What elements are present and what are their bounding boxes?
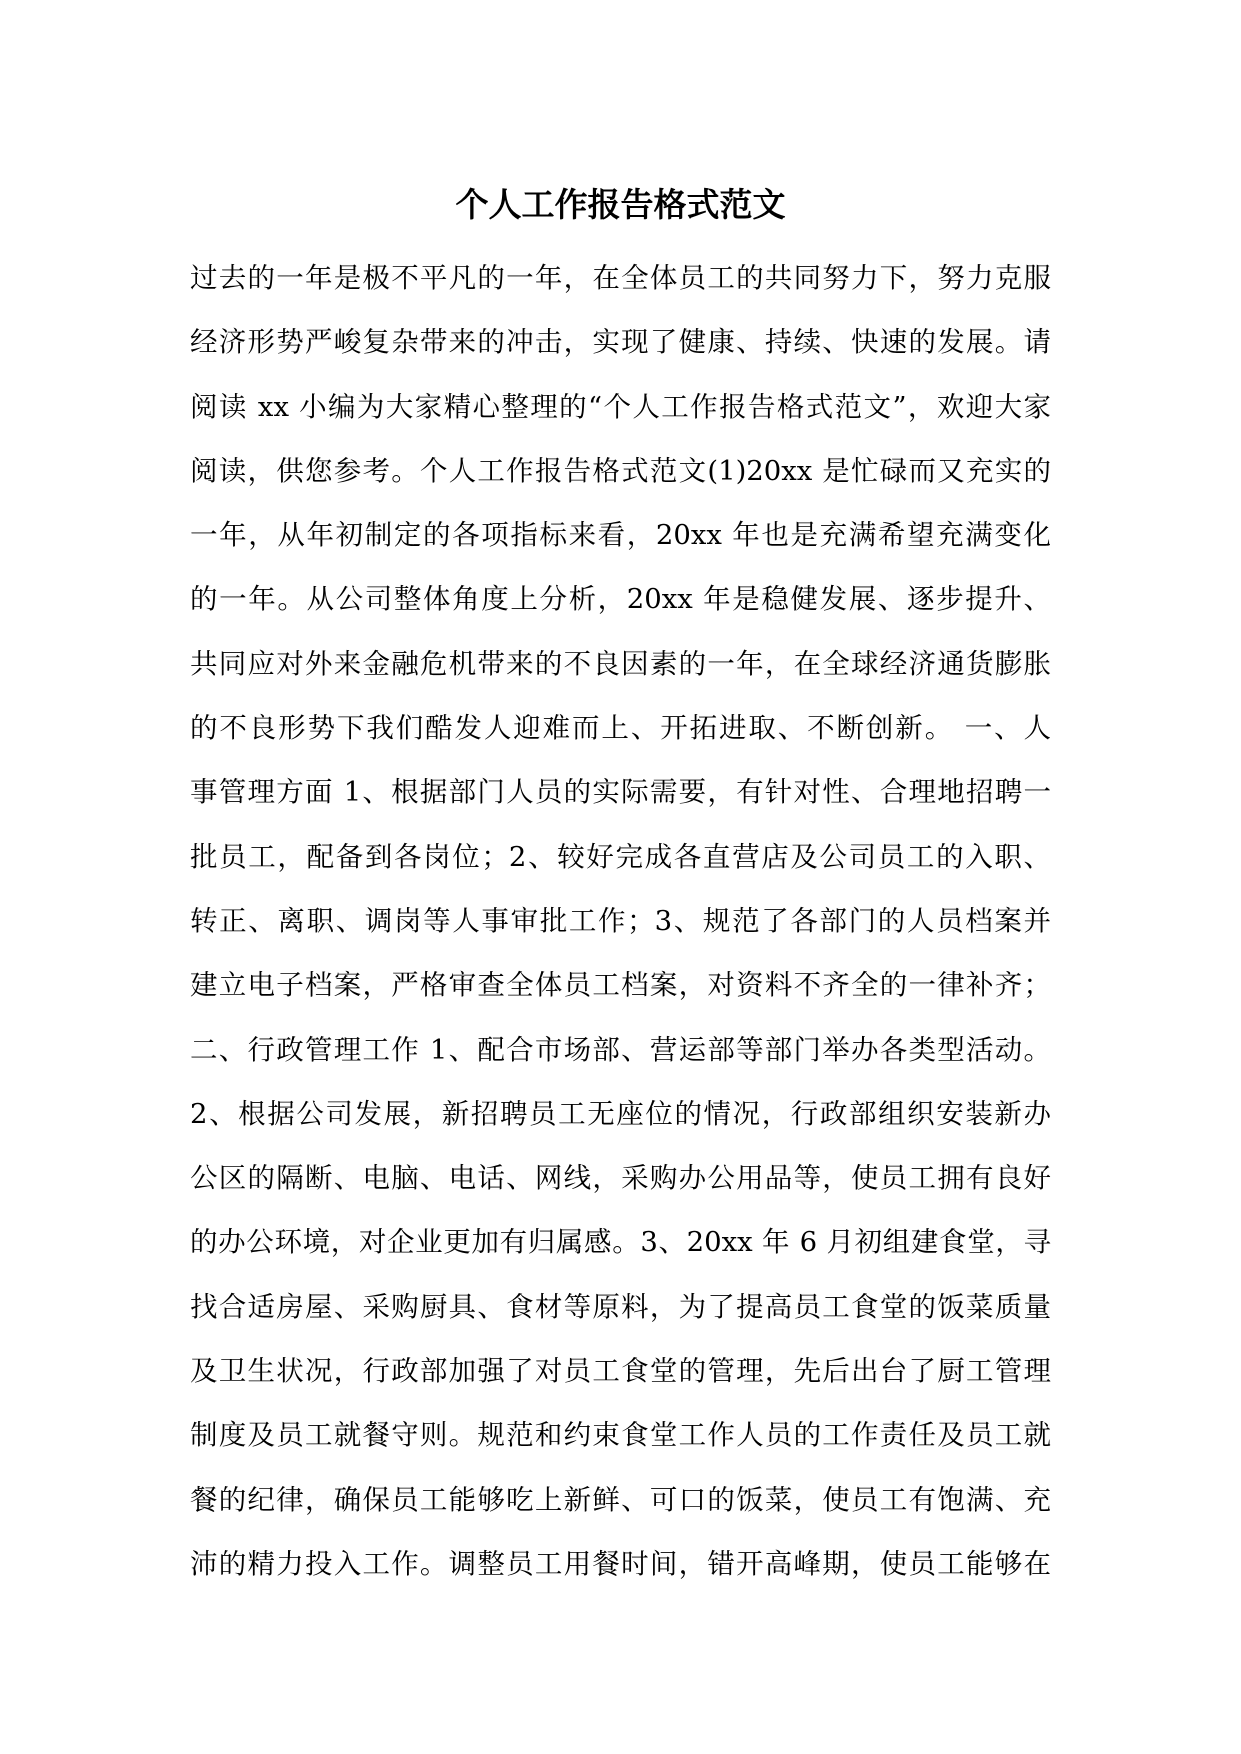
- body-line: 找合适房屋、采购厨具、食材等原料，为了提高员工食堂的饭菜质量: [190, 1290, 1051, 1323]
- document-body: [190, 246, 1051, 1596]
- body-line: 二、行政管理工作 1、配合市场部、营运部等部门举办各类型活动。: [190, 1033, 1051, 1066]
- body-line: 共同应对外来金融危机带来的不良因素的一年，在全球经济通货膨胀: [190, 647, 1051, 680]
- body-line: 的不良形势下我们酷发人迎难而上、开拓进取、不断创新。 一、人: [190, 712, 1051, 745]
- body-line: 经济形势严峻复杂带来的冲击，实现了健康、持续、快速的发展。请: [190, 326, 1051, 359]
- body-line: 批员工，配备到各岗位；2、较好完成各直营店及公司员工的入职、: [190, 840, 1051, 873]
- body-line: 事管理方面 1、根据部门人员的实际需要，有针对性、合理地招聘一: [190, 776, 1051, 809]
- body-line: 2、根据公司发展，新招聘员工无座位的情况，行政部组织安装新办: [190, 1097, 1051, 1130]
- body-line: 的一年。从公司整体角度上分析，20xx 年是稳健发展、逐步提升、: [190, 583, 1051, 616]
- body-line: 过去的一年是极不平凡的一年，在全体员工的共同努力下，努力克服: [190, 262, 1051, 294]
- body-line: 公区的隔断、电脑、电话、网线，采购办公用品等，使员工拥有良好: [190, 1162, 1051, 1195]
- body-line: 建立电子档案，严格审查全体员工档案，对资料不齐全的一律补齐；: [190, 969, 1051, 1002]
- body-line: 制度及员工就餐守则。规范和约束食堂工作人员的工作责任及员工就: [190, 1419, 1051, 1452]
- body-line: 转正、离职、调岗等人事审批工作；3、规范了各部门的人员档案并: [190, 904, 1051, 937]
- body-line: 及卫生状况，行政部加强了对员工食堂的管理，先后出台了厨工管理: [190, 1355, 1051, 1388]
- document-title: 个人工作报告格式范文: [455, 185, 786, 224]
- body-line: 的办公环境，对企业更加有归属感。3、20xx 年 6 月初组建食堂，寻: [190, 1226, 1051, 1259]
- body-line: 阅读，供您参考。个人工作报告格式范文(1)20xx 是忙碌而又充实的: [190, 454, 1051, 487]
- body-line: 阅读 xx 小编为大家精心整理的“个人工作报告格式范文”，欢迎大家: [190, 390, 1051, 423]
- body-line: 餐的纪律，确保员工能够吃上新鲜、可口的饭菜，使员工有饱满、充: [190, 1483, 1051, 1516]
- body-line: 沛的精力投入工作。调整员工用餐时间，错开高峰期，使员工能够在: [190, 1547, 1051, 1580]
- body-line: 一年，从年初制定的各项指标来看，20xx 年也是充满希望充满变化: [190, 519, 1051, 552]
